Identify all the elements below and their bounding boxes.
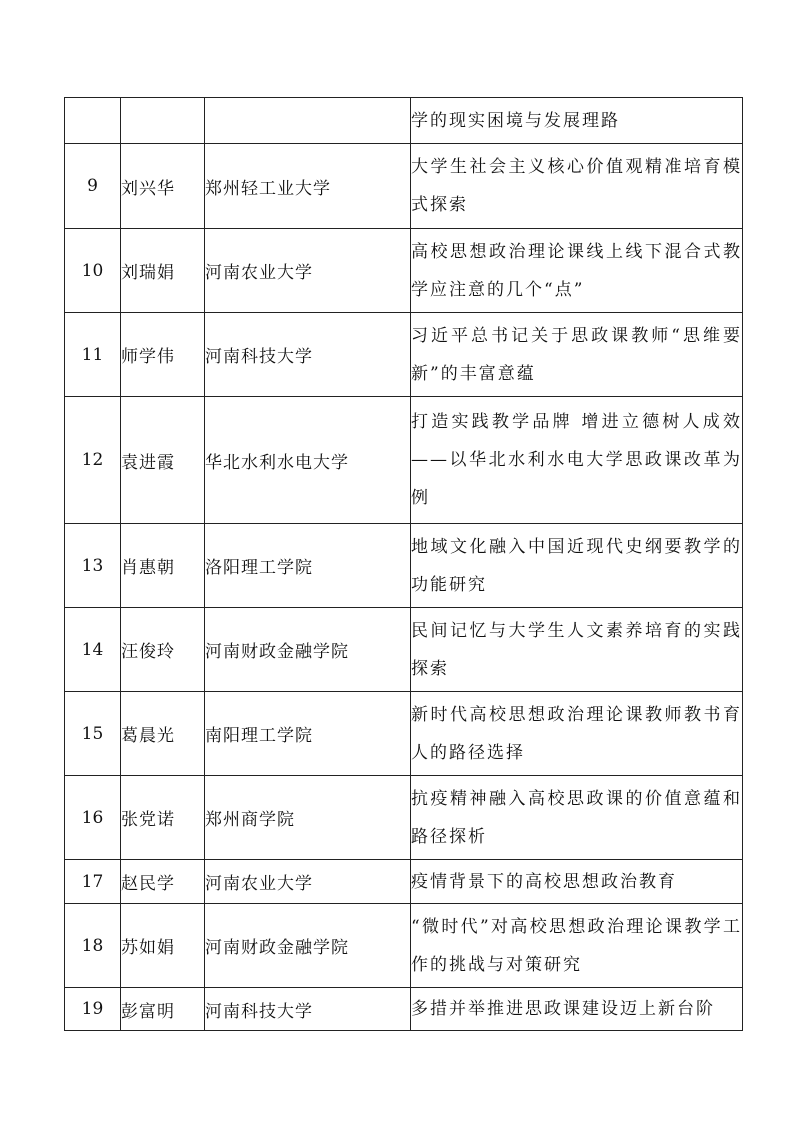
table-row [65, 776, 743, 860]
author-name [121, 98, 205, 144]
table-row [65, 608, 743, 692]
institution: 南阳理工学院 [205, 692, 411, 776]
author-name: 汪俊玲 [121, 608, 205, 692]
row-number: 15 [65, 692, 121, 776]
table-row [65, 860, 743, 904]
institution: 河南农业大学 [205, 229, 411, 313]
author-name: 师学伟 [121, 313, 205, 397]
table-row [65, 313, 743, 397]
institution: 河南科技大学 [205, 313, 411, 397]
author-name: 肖惠朝 [121, 524, 205, 608]
table-row [65, 988, 743, 1031]
row-number: 12 [65, 397, 121, 524]
paper-title: 高校思想政治理论课线上线下混合式教学应注意的几个“点” [411, 229, 743, 313]
author-name: 张党诺 [121, 776, 205, 860]
paper-title: 打造实践教学品牌 增进立德树人成效——以华北水利水电大学思政课改革为例 [411, 397, 743, 524]
paper-title: 多措并举推进思政课建设迈上新台阶 [411, 988, 743, 1031]
table-row [65, 144, 743, 229]
table-row [65, 98, 743, 144]
paper-title: 民间记忆与大学生人文素养培育的实践探索 [411, 608, 743, 692]
row-number: 16 [65, 776, 121, 860]
paper-title: 抗疫精神融入高校思政课的价值意蕴和路径探析 [411, 776, 743, 860]
paper-title: 大学生社会主义核心价值观精准培育模式探索 [411, 144, 743, 229]
institution: 河南科技大学 [205, 988, 411, 1031]
author-name: 彭富明 [121, 988, 205, 1031]
row-number: 19 [65, 988, 121, 1031]
institution: 郑州商学院 [205, 776, 411, 860]
institution: 河南财政金融学院 [205, 608, 411, 692]
row-number: 13 [65, 524, 121, 608]
institution: 郑州轻工业大学 [205, 144, 411, 229]
paper-title: 新时代高校思想政治理论课教师教书育人的路径选择 [411, 692, 743, 776]
institution: 洛阳理工学院 [205, 524, 411, 608]
paper-title: 习近平总书记关于思政课教师“思维要新”的丰富意蕴 [411, 313, 743, 397]
table-row [65, 524, 743, 608]
table-row [65, 904, 743, 988]
author-name: 袁进霞 [121, 397, 205, 524]
author-name: 苏如娟 [121, 904, 205, 988]
row-number: 11 [65, 313, 121, 397]
institution [205, 98, 411, 144]
author-name: 赵民学 [121, 860, 205, 904]
row-number: 14 [65, 608, 121, 692]
institution: 华北水利水电大学 [205, 397, 411, 524]
institution: 河南农业大学 [205, 860, 411, 904]
author-name: 葛晨光 [121, 692, 205, 776]
table-row [65, 397, 743, 524]
paper-title: 学的现实困境与发展理路 [411, 98, 743, 144]
table-row [65, 692, 743, 776]
paper-title: “微时代”对高校思想政治理论课教学工作的挑战与对策研究 [411, 904, 743, 988]
author-name: 刘兴华 [121, 144, 205, 229]
institution: 河南财政金融学院 [205, 904, 411, 988]
paper-title: 地域文化融入中国近现代史纲要教学的功能研究 [411, 524, 743, 608]
row-number: 18 [65, 904, 121, 988]
row-number: 9 [65, 144, 121, 229]
row-number: 10 [65, 229, 121, 313]
row-number [65, 98, 121, 144]
table-row [65, 229, 743, 313]
row-number: 17 [65, 860, 121, 904]
paper-title: 疫情背景下的高校思想政治教育 [411, 860, 743, 904]
author-name: 刘瑞娟 [121, 229, 205, 313]
award-list-table [64, 97, 743, 1031]
